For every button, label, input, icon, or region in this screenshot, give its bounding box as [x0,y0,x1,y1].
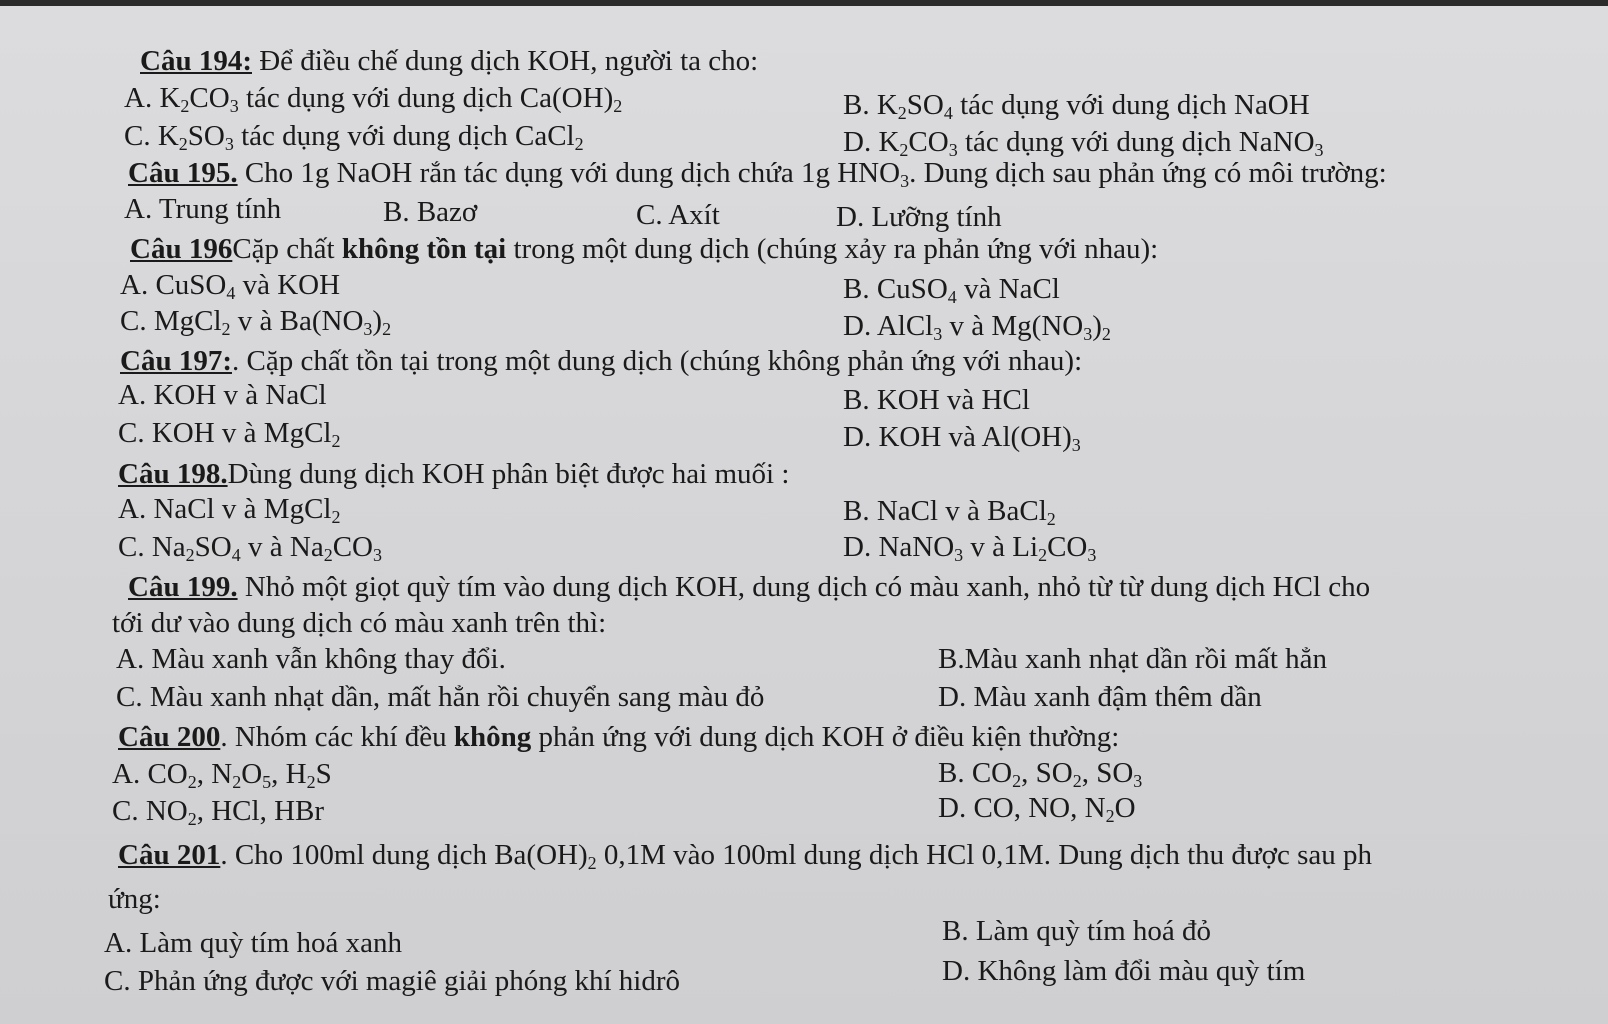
option-196-c: C. MgCl$_2$ v à $Ba(NO_3)_2$ [120,305,392,339]
option-196-a: A. CuSO$_4$ và KOH [120,269,341,303]
option-200-c: C. $NO_2$, HCl, HBr [112,795,325,829]
option-194-c: C. $K_2SO_3$ tác dụng với dung dịch CaCl$_2$ [124,120,584,154]
question-197-stem: Câu 197:. Cặp chất tồn tại trong một dung dịch (chúng không phản ứng với nhau): [120,345,1083,377]
option-194-a: A. $K_2CO_3$ tác dụng với dung dịch $Ca(OH)_2$ [124,82,623,116]
question-number: Câu 195. [128,157,238,189]
option-195-c: C. Axít [636,199,720,231]
question-number: Câu 198. [118,458,228,490]
option-194-d: D. $K_2CO_3$ tác dụng với dung dịch NaNO$_3$ [843,126,1324,160]
option-197-b: B. KOH và HCl [843,384,1030,416]
option-201-a: A. Làm quỳ tím hoá xanh [104,927,403,959]
option-195-b: B. Bazơ [383,196,478,228]
option-198-d: D. NaNO$_3$ v à $Li_2CO_3$ [843,531,1097,565]
question-number: Câu 201 [118,839,221,871]
question-number: Câu 200 [118,721,221,753]
question-number: Câu 196 [130,233,233,265]
option-195-a: A. Trung tính [124,193,282,225]
option-201-b: B. Làm quỳ tím hoá đỏ [942,915,1212,947]
option-198-c: C. $Na_2SO_4$ v à $Na_2CO_3$ [118,531,382,565]
question-195-stem: Câu 195. Cho 1g NaOH rắn tác dụng với dung dịch chứa 1g $HNO_3$. Dung dịch sau phản ứng có môi trường: [128,157,1387,191]
option-200-b: B. $CO_2$, $SO_2$, $SO_3$ [938,757,1143,791]
question-number: Câu 197: [120,345,232,377]
option-197-a: A. KOH v à NaCl [118,379,327,411]
question-199-stem: Câu 199. Nhỏ một giọt quỳ tím vào dung dịch KOH, dung dịch có màu xanh, nhỏ từ từ dung dịch HCl cho [128,571,1371,603]
option-199-a: A. Màu xanh vẫn không thay đổi. [116,643,506,675]
document-page [0,6,1608,1024]
option-201-c: C. Phản ứng được với magiê giải phóng khí hidrô [104,965,680,997]
question-198-stem: Câu 198.Dùng dung dịch KOH phân biệt được hai muối : [118,458,790,490]
option-200-d: D. CO, NO, $N_2O$ [938,792,1136,826]
question-200-stem: Câu 200. Nhóm các khí đều không phản ứng với dung dịch KOH ở điều kiện thường: [118,721,1120,753]
option-199-b: B.Màu xanh nhạt dần rồi mất hẳn [938,643,1327,675]
option-198-a: A. NaCl v à MgCl$_2$ [118,493,341,527]
option-197-d: D. KOH và $Al(OH)_3$ [843,421,1081,455]
option-197-c: C. KOH v à MgCl$_2$ [118,417,341,451]
option-195-d: D. Lưỡng tính [836,201,1002,233]
option-196-d: D. AlCl$_3$ v à $Mg(NO_3)_2$ [843,310,1111,344]
question-194-stem: Câu 194: Để điều chế dung dịch KOH, người ta cho: [140,45,759,77]
option-194-b: B. $K_2SO_4$ tác dụng với dung dịch NaOH [843,89,1310,123]
option-199-d: D. Màu xanh đậm thêm dần [938,681,1262,713]
question-number: Câu 194: [140,45,252,77]
option-201-d: D. Không làm đổi màu quỳ tím [942,955,1306,987]
question-number: Câu 199. [128,571,238,603]
option-198-b: B. NaCl v à BaCl$_2$ [843,495,1056,529]
question-201-stem-continued: ứng: [108,883,161,915]
question-201-stem: Câu 201. Cho 100ml dung dịch $Ba(OH)_2$ 0,1M vào 100ml dung dịch HCl 0,1M. Dung dịch thu được sau ph [118,839,1372,873]
option-199-c: C. Màu xanh nhạt dần, mất hẳn rồi chuyển sang màu đỏ [116,681,765,713]
option-196-b: B. CuSO$_4$ và NaCl [843,273,1060,307]
option-200-a: A. $CO_2$, $N_2O_5$, $H_2S$ [112,758,332,792]
question-196-stem: Câu 196Cặp chất không tồn tại trong một dung dịch (chúng xảy ra phản ứng với nhau): [130,233,1159,265]
question-199-stem-continued: tới dư vào dung dịch có màu xanh trên thì: [112,607,607,639]
